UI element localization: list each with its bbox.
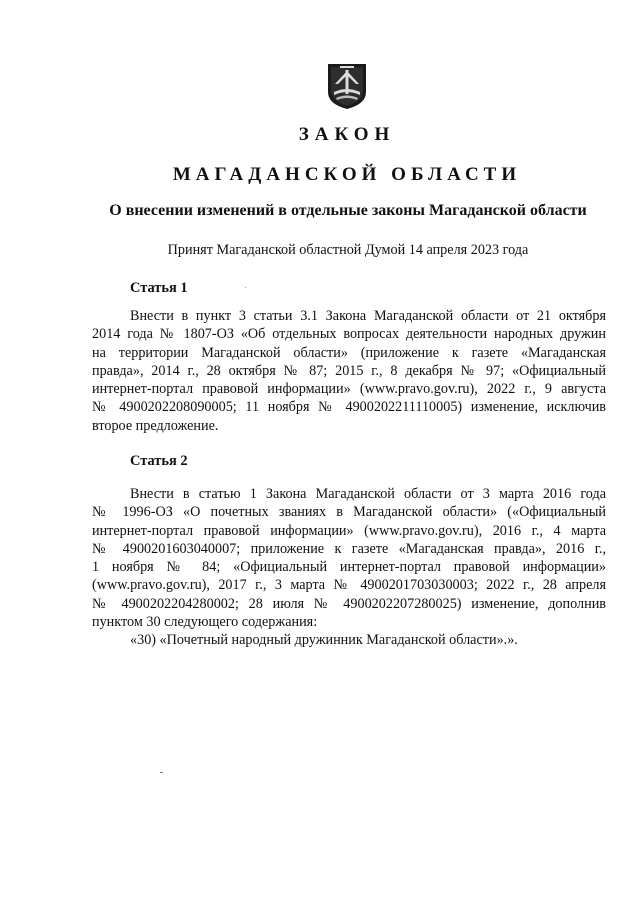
article-2-line: (www.pravo.gov.ru), 2017 г., 3 марта № 4900201703030003; 2022 г., 28 апреля [92,577,606,594]
adoption-line: Принят Магаданской областной Думой 14 апреля 2023 года [167,242,529,258]
article-1-line: правда», 2014 г., 28 октября № 87; 2015 г., 8 декабря № 97; «Официальный [92,362,606,379]
article-1-line: Внести в пункт 3 статьи 3.1 Закона Магаданской области от 21 октября [130,308,606,324]
article-1-line: на территории Магаданской области» (приложение к газете «Магаданская [92,344,606,361]
article-1-line: интернет-портал правовой информации» (www.pravo.gov.ru), 2022 г., 9 августа [92,381,606,398]
document-subject: О внесении изменений в отдельные законы Магаданской области [109,202,587,219]
article-1-line: № 4900202208090005; 11 ноября № 4900202211110005) изменение, исключив [92,399,606,416]
scan-speck [245,287,246,288]
article-2-line: 1 ноября № 84; «Официальный интернет-портал правовой информации» [92,559,606,576]
article-2-line: № 4900202204280002; 28 июля № 4900202207280025) изменение, дополнив [92,595,606,612]
article-2-body [92,485,606,650]
article-2-line: интернет-портал правовой информации» (www.pravo.gov.ru), 2016 г., 4 марта [92,522,606,539]
article-1-line: 2014 года № 1807-ОЗ «Об отдельных вопросах деятельности народных дружин [92,326,606,343]
coat-of-arms-icon [326,62,368,110]
article-2-line: пунктом 30 следующего содержания: [92,614,318,631]
article-1-line: второе предложение. [92,417,219,434]
article-2-line: № 1996-ОЗ «О почетных званиях в Магаданской области» («Официальный [92,504,606,521]
document-type-title: ЗАКОН [298,124,396,145]
region-title: МАГАДАНСКОЙ ОБЛАСТИ [172,164,522,185]
article-2-line: Внести в статью 1 Закона Магаданской области от 3 марта 2016 года [130,486,606,502]
article-2-line: «30) «Почетный народный дружинник Магаданской области».». [130,632,518,649]
article-1-title: Статья 1 [130,280,188,296]
article-2-title: Статья 2 [130,453,188,469]
scan-mark [160,772,163,773]
article-2-line: № 4900201603040007; приложение к газете «Магаданская правда», 2016 г., [92,540,606,557]
article-1-body [92,307,606,435]
